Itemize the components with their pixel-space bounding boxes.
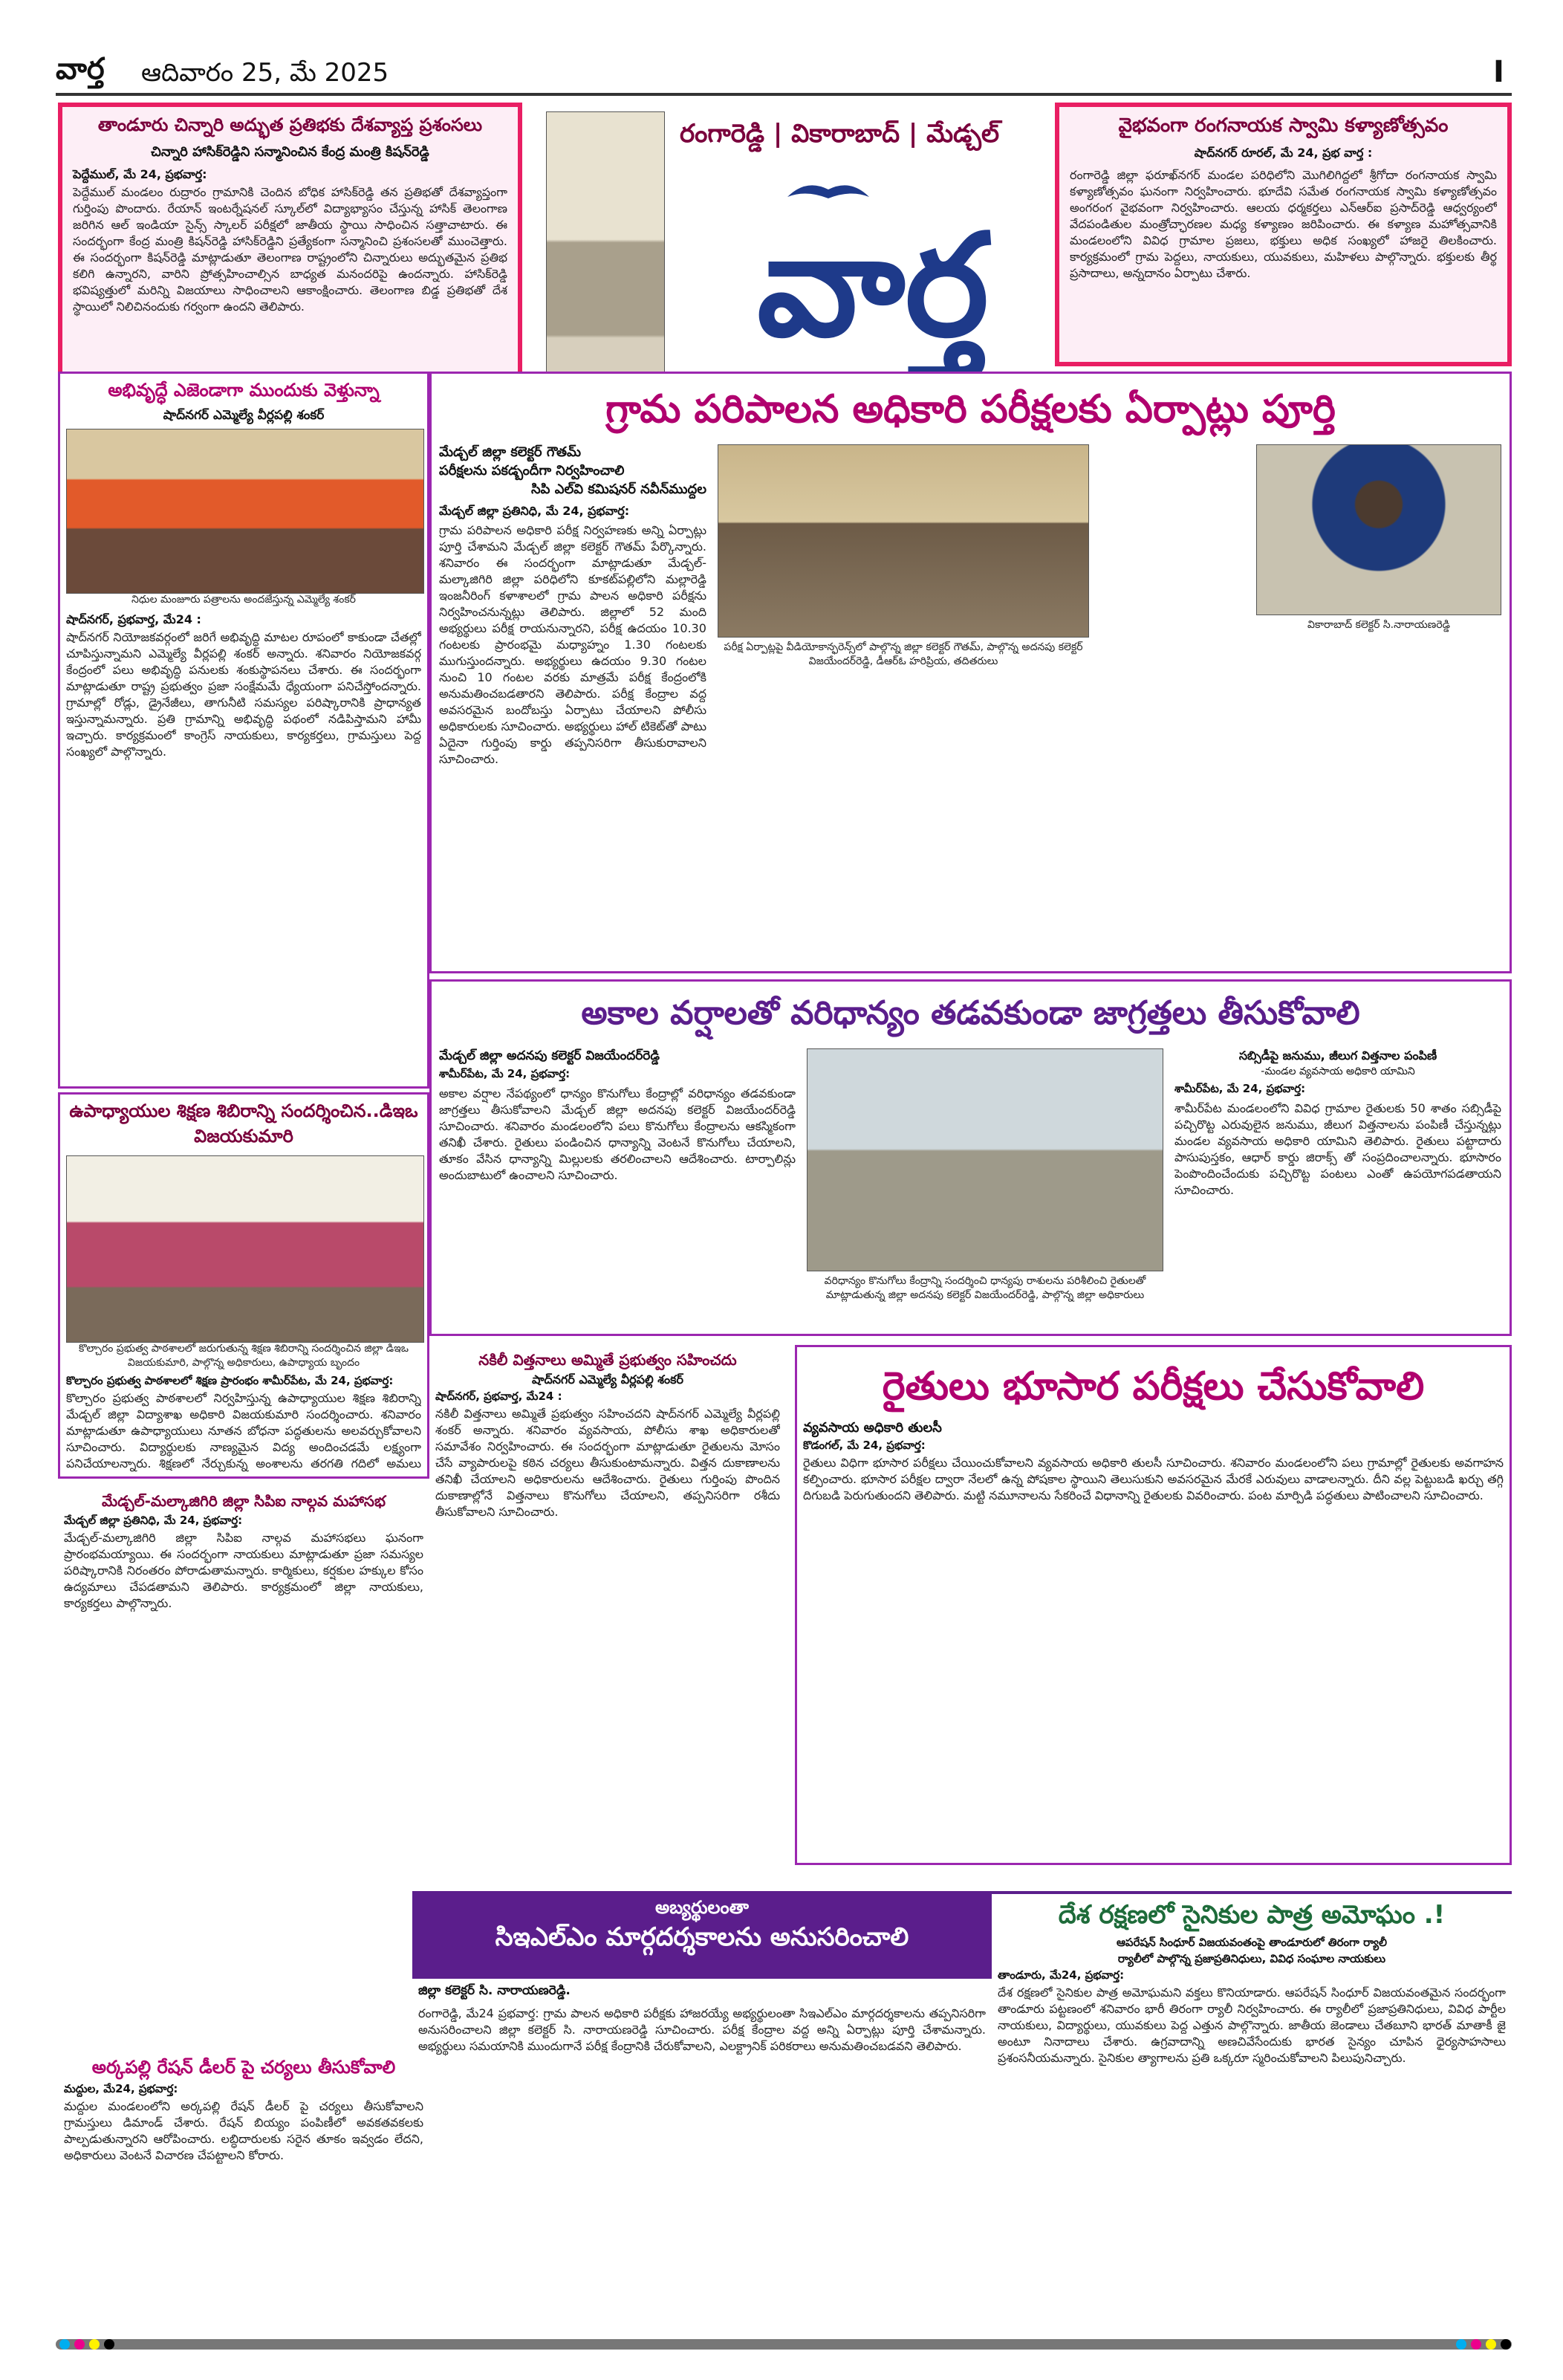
- story-ration: [58, 2051, 429, 2296]
- story-title: తాండూరు చిన్నారి అద్భుత ప్రతిభకు దేశవ్యాప్త ప్రశంసలు: [97, 114, 483, 135]
- photo-caption: పరీక్ష ఏర్పాట్లపై వీడియోకాన్ఫరెన్స్‌లో పాల్గొన్న జిల్లా కలెక్టర్ గౌతమ్, పాల్గొన్న అదనపు కలెక్టర్ విజయేందర్‌రెడ్డి, డీఆర్‌ఓ హరిప్రియ, తదితరులు: [718, 641, 1089, 669]
- story-headline: గ్రామ పరిపాలన అధికారి పరీక్షలకు ఏర్పాట్లు పూర్తి: [605, 387, 1336, 432]
- photo-caption: నిధుల మంజూరు పత్రాలను అందజేస్తున్న ఎమ్మెల్యే శంకర్: [66, 594, 421, 608]
- story-subtitle-2: ర్యాలీలో పాల్గొన్న ప్రజాప్రతినిధులు, వివిధ సంఘాల నాయకులు: [1117, 1952, 1386, 1965]
- story-dateline: జిల్లా కలెక్టర్ సి. నారాయణరెడ్డి.: [418, 1983, 571, 1998]
- header-rule: [56, 93, 1512, 96]
- story-headline: దేశ రక్షణలో సైనికుల పాత్ర అమోఘం .!: [1058, 1900, 1446, 1930]
- story-subtitle: షాద్‌నగర్ ఎమ్మెల్యే వీర్లపల్లి శంకర్: [531, 1372, 683, 1387]
- story-cp: [58, 1486, 429, 1754]
- story-title: మేడ్చల్-మల్కాజిగిరి జిల్లా సిపిఐ నాల్గవ మహాసభ: [102, 1492, 386, 1510]
- story-body: పెద్దేముల్ మండలం రుద్రారం గ్రామానికి చెందిన బోధిక హాసిక్‌రెడ్డి తన ప్రతిభతో దేశవ్యాప్తంగా గుర్తింపు పొందారు. రేయాన్ ఇంటర్నేషనల్ స్కూల్‌లో విద్యాభ్యాసం చేస్తున్న హాసిక్ తెలంగాణ జరిగిన ఆల్ ఇండియా సైన్స్ స్కాలర్ పరీక్షలో జాతీయ స్థాయి సాధించిన సత్తాచాటారు. ఈ సందర్భంగా కేంద్ర మంత్రి కిషన్‌రెడ్డి హాసిక్‌రెడ్డిని ప్రత్యేకంగా సన్మానించి ప్రశంసలతో ముంచెత్తారు. ఈ సందర్భంగా కిషన్‌రెడ్డి మాట్లాడుతూ తెలంగాణ రాష్ట్రంలోని చిన్నారులు అద్భుతమైన ప్రతిభ కలిగి ఉన్నారని, వారిని ప్రోత్సహించాల్సిన బాధ్యత మనందరిపై ఉందన్నారు. హాసిక్‌రెడ్డి భవిష్యత్తులో మరిన్ని విజయాలు సాధించాలని ఆకాంక్షించారు. తెలంగాణ బిడ్డ ప్రతిభతో దేశ స్థాయిలో నిలిచినందుకు గర్వంగా ఉందని తెలిపారు.: [73, 185, 507, 314]
- page-number: I: [1493, 55, 1504, 89]
- story-exam: [429, 372, 1512, 973]
- story-kalyanam: [1055, 103, 1512, 366]
- paper-name: వార్త: [56, 52, 105, 86]
- story-body: కొల్చారం ప్రభుత్వ పాఠశాలలో నిర్వహిస్తున్న ఉపాధ్యాయుల శిక్షణ శిబిరాన్ని మేడ్చల్ జిల్లా విద్యాశాఖ అధికారి విజయకుమారి సందర్శించారు. శనివారం మాట్లాడుతూ ఉపాధ్యాయులు నూతన బోధనా పద్ధతులను అలవర్చుకోవాలని సూచించారు. విద్యార్థులకు నాణ్యమైన విద్య అందించడమే లక్ష్యంగా పనిచేయాలన్నారు. శిక్షణలో నేర్చుకున్న అంశాలను తరగతి గదిలో అమలు: [66, 1391, 421, 1471]
- color-dot: [1486, 2339, 1496, 2350]
- bird-icon: [784, 175, 873, 204]
- story-title: నకిలీ విత్తనాలు అమ్మితే ప్రభుత్వం సహించదు: [478, 1351, 737, 1369]
- side-title: సబ్సిడీపై జనుము, జీలుగ విత్తనాల పంపిణీ: [1238, 1048, 1437, 1063]
- story-dateline: తాండూరు, మే24, ప్రభవార్త:: [998, 1968, 1125, 1982]
- story-dateline: శామీర్‌పేట, మే 24, ప్రభవార్త:: [439, 1067, 571, 1080]
- story-title: ఉపాధ్యాయుల శిక్షణ శిబిరాన్ని సందర్శించిన..డిఇఒ విజయకుమారి: [69, 1100, 418, 1147]
- color-dot: [104, 2339, 114, 2350]
- story-body: మేడ్చల్-మల్కాజిగిరి జిల్లా సిపిఐ నాల్గవ మహాసభలు ఘనంగా ప్రారంభమయ్యాయి. ఈ సందర్భంగా నాయకులు మాట్లాడుతూ ప్రజా సమస్యల పరిష్కారానికి నిరంతరం పోరాడుతామన్నారు. కార్మికులు, కర్షకుల హక్కుల కోసం ఉద్యమాలు చేపడతామని తెలిపారు. కార్యక్రమంలో జిల్లా నాయకులు, కార్యకర్తలు పాల్గొన్నారు.: [64, 1531, 423, 1610]
- story-army: [992, 1891, 1512, 2296]
- side-body: శామీర్‌పేట మండలంలోని వివిధ గ్రామాల రైతులకు 50 శాతం సబ్సిడీపై పచ్చిరొట్ట ఎరువులైన జనుము, జీలుగ విత్తనాలను పంపిణీ చేస్తున్నట్లు మండల వ్యవసాయ అధికారి యామిని తెలిపారు. రైతులు పట్టాదారు పాసుపుస్తకం, ఆధార్ కార్డు జిరాక్స్ తో సంప్రదించాలన్నారు. భూసారం పెంపొందించేందుకు పచ్చిరొట్ట పంటలు ఎంతో ఉపయోగపడతాయని సూచించారు.: [1174, 1101, 1501, 1197]
- story-photo: [807, 1048, 1163, 1271]
- story-subtitle: వ్యవసాయ అధికారి తులసీ: [803, 1420, 942, 1436]
- story-body: మద్దుల మండలంలోని అర్కపల్లి రేషన్ డీలర్ పై చర్యలు తీసుకోవాలని గ్రామస్తులు డిమాండ్ చేశారు. రేషన్ బియ్యం పంపిణీలో అవకతవకలకు పాల్పడుతున్నారని ఆరోపించారు. లబ్ధిదారులకు సరైన తూకం ఇవ్వడం లేదని, అధికారులు వెంటనే విచారణ చేపట్టాలని కోరారు.: [64, 2099, 423, 2162]
- story-body: నకిలీ విత్తనాలు అమ్మితే ప్రభుత్వం సహించదని షాద్‌నగర్ ఎమ్మెల్యే వీర్లపల్లి శంకర్ అన్నారు. శనివారం వ్యవసాయ, పోలీసు శాఖ అధికారులతో సమావేశం నిర్వహించారు. ఈ సందర్భంగా మాట్లాడుతూ రైతులను మోసం చేసే వ్యాపారులపై కఠిన చర్యలు తీసుకుంటామన్నారు. విత్తన దుకాణాలను తనిఖీ చేయాలని అధికారులను ఆదేశించారు. రైతులు గుర్తింపు పొందిన దుకాణాల్లోనే విత్తనాలు కొనుగోలు చేయాలని, తప్పనిసరిగా రశీదు తీసుకోవాలని సూచించారు.: [435, 1407, 780, 1519]
- story-body: రంగారెడ్డి జిల్లా ఫరూఖ్‌నగర్ మండల పరిధిలోని మొగిలిగిద్దలో శ్రీగోదా రంగనాయక స్వామి కళ్యాణోత్సవం ఘనంగా నిర్వహించారు. భూదేవి సమేత రంగనాయక స్వామి కళ్యాణోత్సవం అంగరంగ వైభవంగా నిర్వహించారు. ఆలయ ధర్మకర్తలు ఎన్‌ఆర్ఐ ప్రసాద్‌రెడ్డి ఆధ్వర్యంలో వేదపండితుల మంత్రోచ్ఛారణల మధ్య కళ్యాణం జరిపించారు. ఈ కళ్యాణ మహోత్సవానికి మండలంలోని వివిధ గ్రామాల ప్రజలు, భక్తులు అధిక సంఖ్యలో హాజరై తిలకించారు. కార్యక్రమంలో గ్రామ పెద్దలు, నాయకులు, యువకులు, మహిళలు పాల్గొన్నారు. భక్తులకు తీర్థ ప్రసాదాలు, అన్నదానం ఏర్పాటు చేశారు.: [1070, 168, 1497, 280]
- story-soil: [795, 1345, 1512, 1865]
- story-body: రంగారెడ్డి, మే24 ప్రభవార్త: గ్రామ పాలన అధికారి పరీక్షకు హాజరయ్యే అభ్యర్థులంతా సిఇఎల్ఎం మార్గదర్శకాలను తప్పనిసరిగా అనుసరించాలని జిల్లా కలెక్టర్ సి. నారాయణరెడ్డి సూచించారు. పరీక్ష కేంద్రాల వద్ద అన్ని ఏర్పాట్లు పూర్తి చేశామన్నారు. అభ్యర్థులు సమయానికి ముందుగానే పరీక్ష కేంద్రానికి చేరుకోవాలని, ఎలక్ట్రానిక్ పరికరాలు అనుమతించబడవని తెలిపారు.: [418, 2006, 986, 2053]
- color-dot: [1501, 2339, 1511, 2350]
- story-body: గ్రామ పరిపాలన అధికారి పరీక్ష నిర్వహణకు అన్ని ఏర్పాట్లు పూర్తి చేశామని మేడ్చల్ జిల్లా కలెక్టర్ గౌతమ్ పేర్కొన్నారు. శనివారం ఈ సందర్భంగా మాట్లాడుతూ మేడ్చల్-మల్కాజిగిరి జిల్లా పరిధిలోని కూకట్‌పల్లిలోని మల్లారెడ్డి ఇంజనీరింగ్ కళాశాలలో గ్రామ పాలన అధికారి పరీక్షను నిర్వహించనున్నట్లు తెలిపారు. జిల్లాలో 52 మంది అభ్యర్థులు పరీక్ష రాయనున్నారని, పరీక్ష ఉదయం 10.30 గంటలకు ప్రారంభమై మధ్యాహ్నం 1.30 గంటలకు ముగుస్తుందన్నారు. అభ్యర్థులు ఉదయం 9.30 గంటల నుంచి 10 గంటల వరకు మాత్రమే పరీక్ష కేంద్రంలోకి అనుమతించబడతారని తెలిపారు. పరీక్ష కేంద్రాల వద్ద అవసరమైన బందోబస్తు ఏర్పాటు చేయాలని పోలీసు అధికారులకు సూచించారు. అభ్యర్థులు హాల్ టికెట్‌తో పాటు ఏదైనా గుర్తింపు కార్డు తప్పనిసరిగా తీసుకురావాలని సూచించారు.: [439, 523, 706, 766]
- logo-text: వార్త: [757, 204, 989, 368]
- story-subtitle-2: పరీక్షలను పకడ్బందీగా నిర్వహించాలి: [439, 463, 625, 479]
- story-headline: రైతులు భూసార పరీక్షలు చేసుకోవాలి: [882, 1364, 1425, 1409]
- story-headline-bar: [412, 1891, 992, 1979]
- story-dateline: మేడ్చల్ జిల్లా ప్రతినిధి, మే 24, ప్రభవార్త:: [64, 1514, 243, 1527]
- story-subtitle: మేడ్చల్ జిల్లా అదనపు కలెక్టర్ విజయేందర్‌రెడ్డి: [439, 1048, 660, 1063]
- color-dot: [1456, 2339, 1466, 2350]
- story-subtitle: చిన్నారి హాసిక్‌రెడ్డిని సన్మానించిన కేంద్ర మంత్రి కిషన్‌రెడ్డి: [151, 144, 429, 160]
- story-body: అకాల వర్షాల నేపథ్యంలో ధాన్యం కొనుగోలు కేంద్రాల్లో వరిధాన్యం తడవకుండా జాగ్రత్తలు తీసుకోవాలని మేడ్చల్ జిల్లా అదనపు కలెక్టర్ విజయేందర్‌రెడ్డి సూచించారు. శనివారం మండలంలోని పలు కొనుగోలు కేంద్రాలను ఆకస్మికంగా తనిఖీ చేశారు. రైతులు పండించిన ధాన్యాన్ని వెంటనే కొనుగోలు చేయాలని, తూకం వేసిన ధాన్యాన్ని మిల్లులకు తరలించాలని ఆదేశించారు. టార్పాలిన్లు అందుబాటులో ఉంచాలని సూచించారు.: [439, 1086, 796, 1182]
- story-cpl: [412, 1891, 992, 2296]
- story-title: వైభవంగా రంగనాయక స్వామి కళ్యాణోత్సవం: [1118, 114, 1449, 137]
- story-dateline: కొడంగల్, మే 24, ప్రభవార్త:: [803, 1439, 926, 1452]
- color-dot: [74, 2339, 85, 2350]
- story-dateline: కొల్చారం ప్రభుత్వ పాఠశాలలో శిక్షణ ప్రారంభం శామీర్‌పేట, మే 24, ప్రభవార్త:: [66, 1374, 394, 1387]
- registration-bar: [56, 2339, 1512, 2350]
- story-subtitle-1: మేడ్చల్ జిల్లా కలెక్టర్ గౌతమ్: [439, 444, 582, 460]
- story-pre: అబ్యర్థులంతా: [655, 1897, 749, 1918]
- story-fake-seeds: [429, 1345, 786, 1865]
- photo-caption: వికారాబాద్ కలెక్టర్ సి.నారాయణరెడ్డి: [1256, 619, 1501, 633]
- story-rain: [429, 979, 1512, 1336]
- photo-caption: కొల్చారం ప్రభుత్వ పాఠశాలలో జరుగుతున్న శిక్షణ శిబిరాన్ని సందర్శించిన జిల్లా డిఇఒ విజయకుమారి, పాల్గొన్న అధికారులు, ఉపాధ్యాయ బృందం: [66, 1343, 421, 1371]
- collector-photo: [1256, 444, 1501, 615]
- story-dateline: షాద్‌నగర్, ప్రభవార్త, మే24 :: [66, 612, 201, 626]
- story-headline: అకాల వర్షాలతో వరిధాన్యం తడవకుండా జాగ్రత్తలు తీసుకోవాలి: [581, 994, 1360, 1032]
- story-dateline: మేడ్చల్ జిల్లా ప్రతినిధి, మే 24, ప్రభవార్త:: [439, 504, 630, 518]
- story-abhivruddhi: [58, 372, 429, 1089]
- story-title: అర్కపల్లి రేషన్ డీలర్ పై చర్యలు తీసుకోవాలి: [91, 2057, 396, 2078]
- side-dateline: శామీర్‌పేట, మే 24, ప్రభవార్త:: [1174, 1082, 1306, 1095]
- conference-photo: [718, 444, 1089, 638]
- story-dateline: షాద్‌నగర్ రూరల్, మే 24, ప్రభ వార్త :: [1194, 146, 1373, 160]
- story-photo: [66, 1155, 424, 1343]
- story-body: దేశ రక్షణలో సైనికుల పాత్ర అమోఘమని వక్తలు కొనియాడారు. ఆపరేషన్ సింధూర్ విజయవంతమైన సందర్భంగా తాండూరు పట్టణంలో శనివారం భారీ తిరంగా ర్యాలీ నిర్వహించారు. ఈ ర్యాలీలో ప్రజాప్రతినిధులు, వివిధ పార్టీల నాయకులు, విద్యార్థులు, యువకులు పెద్ద ఎత్తున పాల్గొన్నారు. జాతీయ జెండాలు చేతబూని భారత్ మాతాకీ జై అంటూ నినాదాలు చేశారు. ఉగ్రవాదాన్ని అణచివేసేందుకు భారత సైన్యం చూపిన ధైర్యసాహసాలు ప్రశంసనీయమన్నారు. సైనికుల త్యాగాలను ప్రతి ఒక్కరూ స్మరించుకోవాలని పిలుపునిచ్చారు.: [998, 1985, 1506, 2065]
- side-subtitle: -మండల వ్యవసాయ అధికారి యామిని: [1261, 1066, 1415, 1077]
- photo-caption: వరిధాన్యం కొనుగోలు కేంద్రాన్ని సందర్శించి ధాన్యపు రాశులను పరిశీలించి రైతులతో మాట్లాడుతున్న జిల్లా అదనపు కలెక్టర్ విజయేందర్‌రెడ్డి, పాల్గొన్న జిల్లా అధికారులు: [807, 1275, 1163, 1303]
- color-dot: [89, 2339, 100, 2350]
- story-photo: [66, 429, 424, 594]
- story-subtitle-1: ఆపరేషన్ సింధూర్ విజయవంతంపై తాండూరులో తిరంగా ర్యాలీ: [1116, 1936, 1388, 1949]
- story-dateline: మద్దుల, మే24, ప్రభవార్త:: [64, 2082, 178, 2095]
- story-body: షాద్‌నగర్ నియోజకవర్గంలో జరిగే అభివృద్ధి మాటల రూపంలో కాకుండా చేతల్లో చూపిస్తున్నామని ఎమ్మెల్యే వీర్లపల్లి శంకర్ అన్నారు. శనివారం నియోజకవర్గ కేంద్రంలో పలు అభివృద్ధి పనులకు శంకుస్థాపనలు చేశారు. ఈ సందర్భంగా మాట్లాడుతూ రాష్ట్ర ప్రభుత్వం ప్రజా సంక్షేమమే ధ్యేయంగా పనిచేస్తోందన్నారు. గ్రామాల్లో రోడ్లు, డ్రైనేజీలు, తాగునీటి సమస్యల పరిష్కారానికి ప్రాధాన్యత ఇస్తున్నామన్నారు. ప్రతి గ్రామాన్ని అభివృద్ధి పథంలో నడిపిస్తామని హామీ ఇచ్చారు. కార్యక్రమంలో కాంగ్రెస్ నాయకులు, కార్యకర్తలు, గ్రామస్తులు పెద్ద సంఖ్యలో పాల్గొన్నారు.: [66, 630, 421, 759]
- story-headline: సిఇఎల్ఎం మార్గదర్శకాలను అనుసరించాలి: [495, 1922, 909, 1952]
- story-teacher-training: [58, 1092, 429, 1479]
- story-dateline: షాద్‌నగర్, ప్రభవార్త, మే24 :: [435, 1390, 562, 1403]
- issue-date: ఆదివారం 25, మే 2025: [141, 58, 389, 88]
- story-dateline: పెద్దేముల్, మే 24, ప్రభవార్త:: [73, 167, 207, 181]
- story-subtitle: షాద్‌నగర్ ఎమ్మెల్యే వీర్లపల్లి శంకర్: [163, 408, 325, 423]
- story-subtitle-3: సిపి ఎల్‌వి కమిషనర్ నవీన్‌ముద్దల: [531, 481, 706, 497]
- story-body: రైతులు విధిగా భూసార పరీక్షలు చేయించుకోవాలని వ్యవసాయ అధికారి తులసీ సూచించారు. శనివారం మండలంలోని పలు గ్రామాల్లో రైతులకు అవగాహన కల్పించారు. భూసార పరీక్షల ద్వారా నేలలో ఉన్న పోషకాల స్థాయిని తెలుసుకుని అవసరమైన మేరకే ఎరువులు వాడాలన్నారు. దీని వల్ల పెట్టుబడి ఖర్చు తగ్గి దిగుబడి పెరుగుతుందని తెలిపారు. మట్టి నమూనాలను సేకరించే విధానాన్ని రైతులకు వివరించారు. పంట మార్పిడి పద్ధతులు పాటించాలని సూచించారు.: [803, 1456, 1504, 1502]
- color-dot: [1471, 2339, 1481, 2350]
- color-dot: [59, 2339, 70, 2350]
- district-banner: రంగారెడ్డి | వికారాబాద్ | మేడ్చల్: [680, 119, 1000, 149]
- story-title: అభివృద్ధే ఎజెండాగా ముందుకు వెళ్తున్నా: [108, 380, 380, 401]
